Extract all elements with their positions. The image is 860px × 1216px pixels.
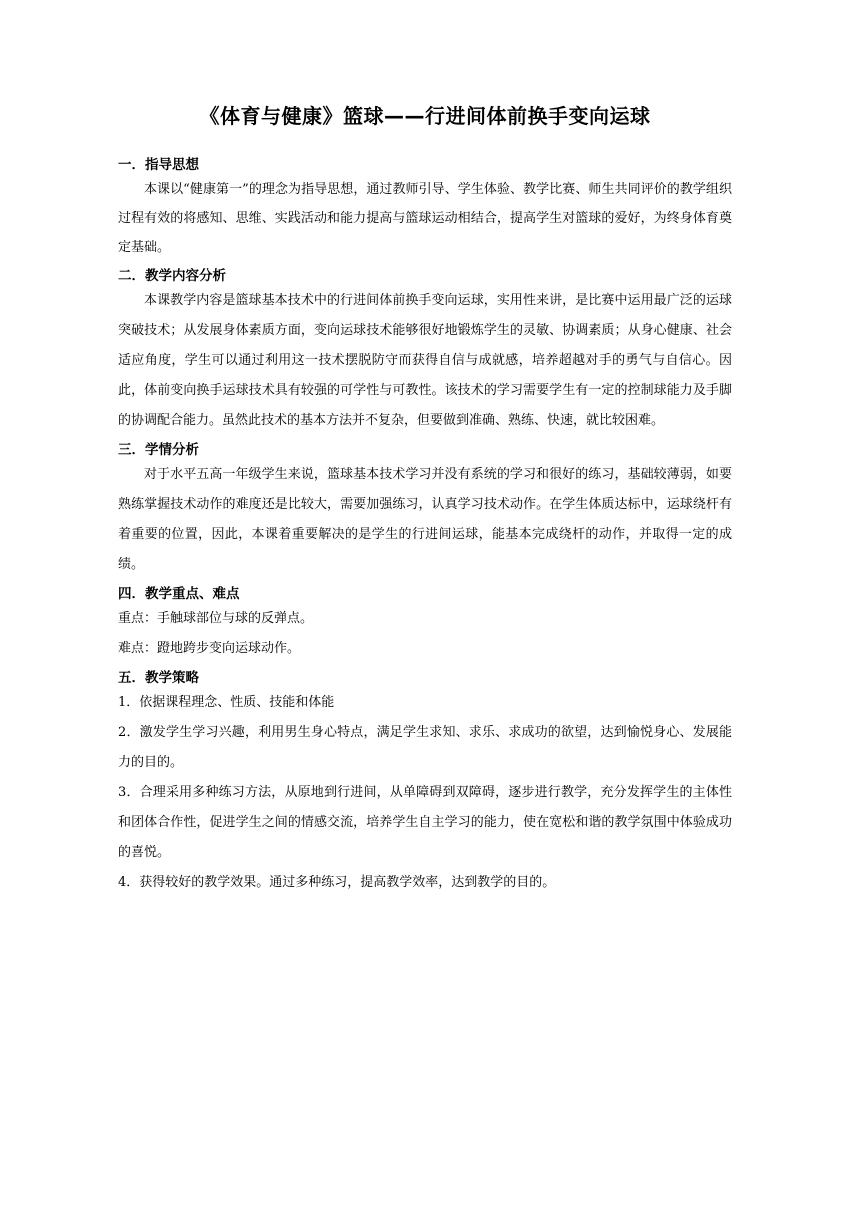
section-paragraph: 本课以“健康第一”的理念为指导思想，通过教师引导、学生体验、教学比赛、师生共同评价的教学组织过程有效的将感知、思维、实践活动和能力提高与篮球运动相结合，提高学生对篮球的爱好，为终身体育奠定基础。 (118, 182, 732, 255)
section-student-analysis (118, 440, 732, 580)
section-teaching-strategy (118, 668, 732, 898)
section-paragraph: 本课教学内容是篮球基本技术中的行进间体前换手变向运球，实用性来讲，是比赛中运用最广泛的运球突破技术；从发展身体素质方面，变向运球技术能够很好地锻炼学生的灵敏、协调素质；从身心健康、社会适应角度，学生可以通过利用这一技术摆脱防守而获得自信与成就感，培养超越对手的勇气与自信心。因此，体前变向换手运球技术具有较强的可学性与可教性。该技术的学习需要学生有一定的控制球能力及手脚的协调配合能力。虽然此技术的基本方法并不复杂，但要做到准确、熟练、快速，就比较困难。 (118, 293, 732, 428)
section-heading: 三．学情分析 (118, 442, 199, 458)
strategy-item: 1．依据课程理念、性质、技能和体能 (118, 695, 335, 710)
section-heading: 二．教学内容分析 (118, 268, 226, 284)
difficulty-line: 难点：蹬地跨步变向运球动作。 (118, 641, 301, 656)
key-point-line: 重点：手触球部位与球的反弹点。 (118, 611, 314, 626)
section-heading: 五．教学策略 (118, 670, 199, 686)
section-guiding-ideology (118, 155, 732, 262)
section-heading: 四．教学重点、难点 (118, 586, 240, 602)
strategy-item: 4．获得较好的教学效果。通过多种练习，提高教学效率，达到教学的目的。 (118, 875, 556, 890)
section-content-analysis (118, 266, 732, 436)
strategy-item: 2．激发学生学习兴趣，利用男生身心特点，满足学生求知、求乐、求成功的欲望，达到愉悦身心、发展能力的目的。 (118, 725, 732, 770)
strategy-item: 3．合理采用多种练习方法，从原地到行进间，从单障碍到双障碍，逐步进行教学，充分发挥学生的主体性和团体合作性，促进学生之间的情感交流，培养学生自主学习的能力，使在宽松和谐的教学氛围中体验成功的喜悦。 (118, 785, 732, 860)
section-key-points (118, 584, 732, 664)
section-paragraph: 对于水平五高一年级学生来说，篮球基本技术学习并没有系统的学习和很好的练习，基础较薄弱，如要熟练掌握技术动作的难度还是比较大，需要加强练习，认真学习技术动作。在学生体质达标中，运球绕杆有着重要的位置，因此，本课着重要解决的是学生的行进间运球，能基本完成绕杆的动作，并取得一定的成绩。 (118, 467, 732, 572)
document-title: 《体育与健康》篮球——行进间体前换手变向运球 (199, 104, 651, 128)
section-heading: 一．指导思想 (118, 157, 199, 173)
